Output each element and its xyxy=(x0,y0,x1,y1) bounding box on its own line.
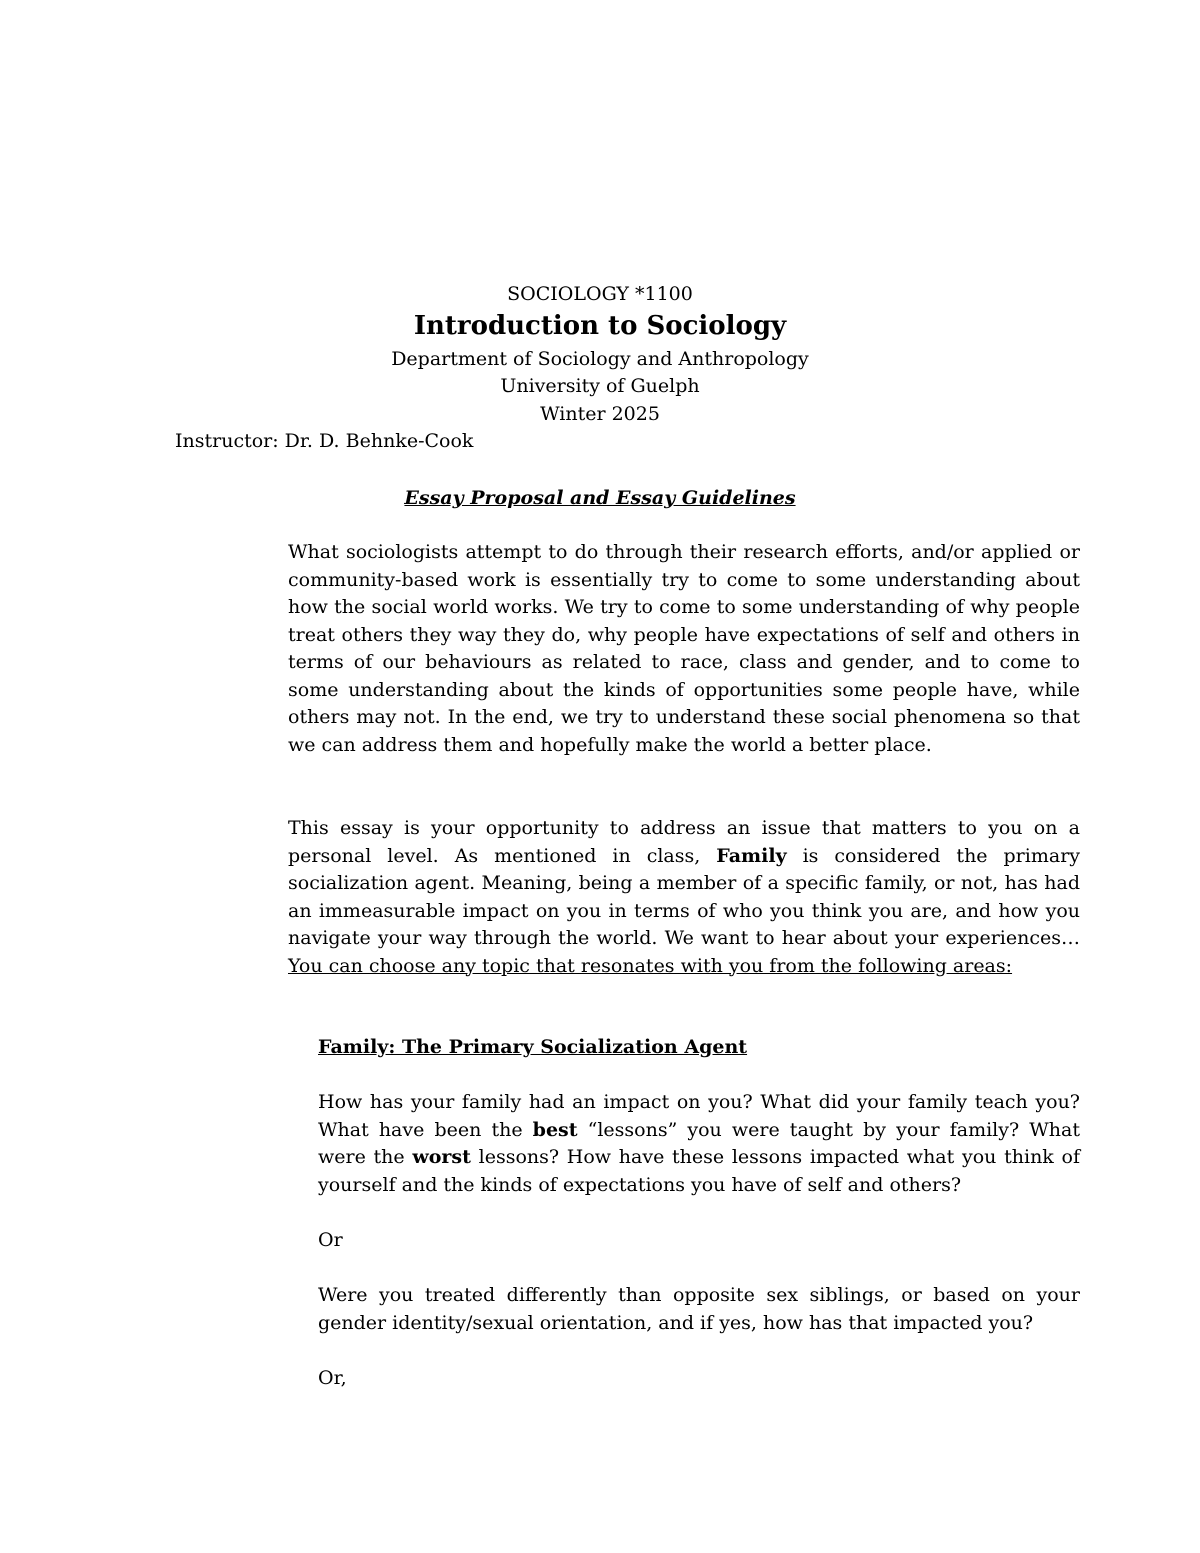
family-heading: Family: The Primary Socialization Agent xyxy=(318,1036,748,1058)
topic-instruction: You can choose any topic that resonates with you from the following areas: xyxy=(288,954,1013,977)
or-separator-1: Or xyxy=(318,1229,343,1251)
department: Department of Sociology and Anthropology xyxy=(391,348,809,370)
course-code: SOCIOLOGY *1100 xyxy=(507,283,693,305)
section-title: Essay Proposal and Essay Guidelines xyxy=(404,487,796,509)
instructor: Instructor: Dr. D. Behnke-Cook xyxy=(175,430,474,452)
term: Winter 2025 xyxy=(540,403,660,425)
intro-paragraph: What sociologists attempt to do through their research efforts, and/or applied or community-based work is essentially try to come to some understanding about how the social world works. We try to come to some understanding of why people treat others they way they do, why people have expectations of self and others in terms of our behaviours as related to race, class and gender, and to come to some understanding about the kinds of opportunities some people have, while others may not. In the end, we try to understand these social phenomena so that we can address them and hopefully make the world a better place. xyxy=(288,541,1080,756)
family-question-1 xyxy=(318,1089,1080,1199)
question-1-text-3: lessons? How have these lessons impacted what you think of yourself and the kinds of expectations you have of self and others? xyxy=(318,1146,1081,1196)
question-1-text-1: How has your family had an impact on you? What did your family teach you? What have been the xyxy=(318,1091,1080,1141)
essay-paragraph-text-1: This essay is your opportunity to address an issue that matters to you on a personal level. As mentioned in class, xyxy=(288,817,1080,867)
worst-bold: worst xyxy=(412,1146,471,1168)
question-1-text-2: “lessons” you were taught by your family? What were the xyxy=(318,1118,1080,1168)
or-separator-2: Or, xyxy=(318,1367,347,1389)
essay-paragraph-text-2: is considered the primary socialization agent. Meaning, being a member of a specific family, or not, has had an immeasurable impact on you in terms of who you think you are, and how you navigate your way through the world. We want to hear about your experiences… xyxy=(288,844,1081,949)
family-question-2: Were you treated differently than opposite sex siblings, or based on your gender identity/sexual orientation, and if yes, how has that impacted you? xyxy=(318,1284,1080,1334)
essay-paragraph xyxy=(288,815,1080,980)
university: University of Guelph xyxy=(500,375,700,397)
family-bold: Family xyxy=(716,844,787,867)
best-bold: best xyxy=(532,1118,578,1141)
course-title: Introduction to Sociology xyxy=(413,311,787,341)
